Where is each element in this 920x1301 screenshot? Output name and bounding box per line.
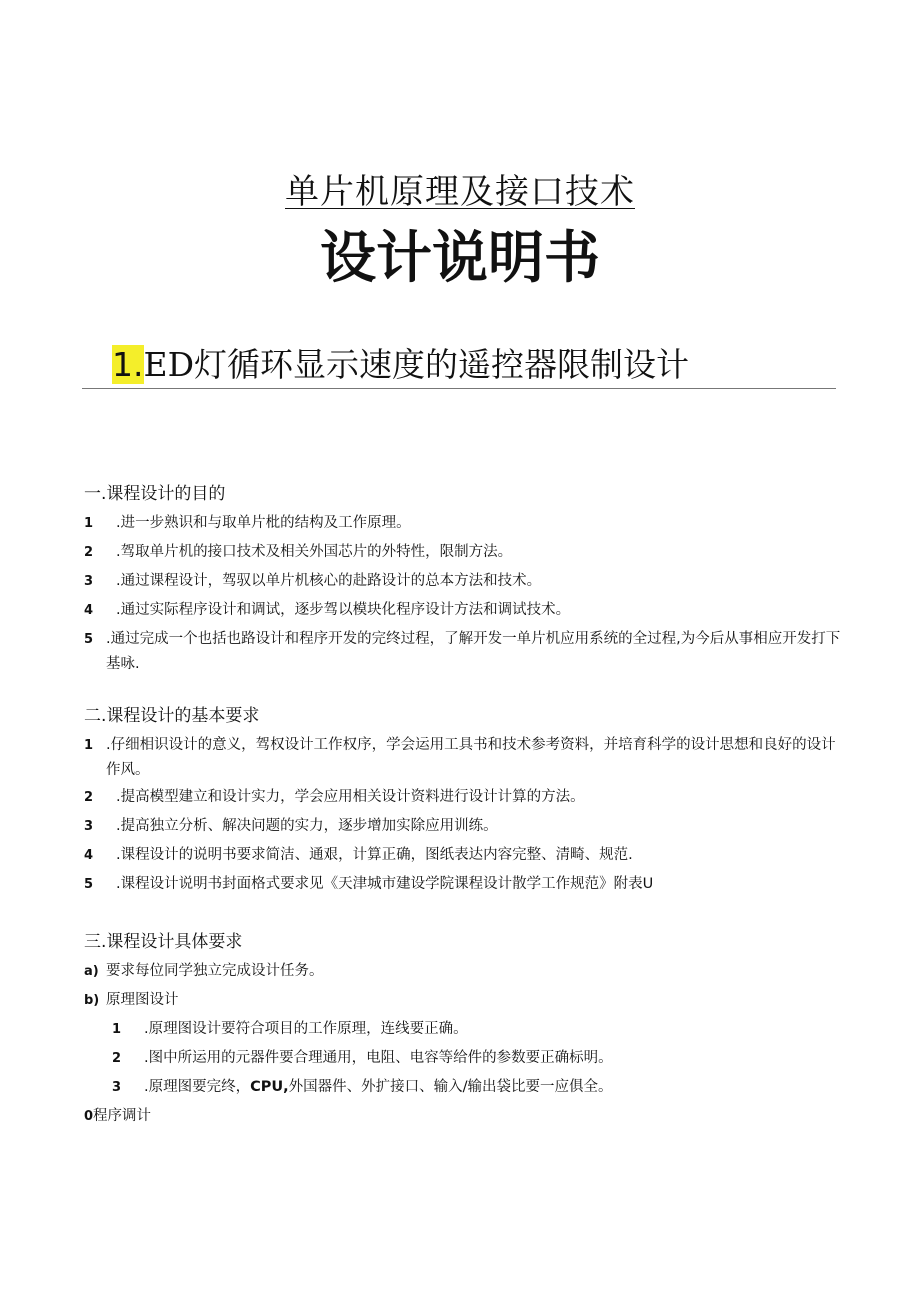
item-number: 3 [112, 1080, 122, 1095]
item-letter: a) [84, 964, 99, 979]
horizontal-rule [82, 388, 836, 389]
list-item [84, 509, 844, 538]
item-text: .课程设计的说明书要求简洁、通艰，计算正确，图纸表达内容完整、清畸、规范. [116, 847, 633, 863]
sub-list-item [84, 1073, 844, 1102]
list-item [84, 812, 844, 841]
section-title: 一.课程设计的目的 [84, 484, 226, 504]
item-text: 原理图设计 [106, 992, 179, 1008]
section-purpose [84, 481, 844, 677]
subject-text: ED灯循环显示速度的遥控器限制设计 [143, 345, 690, 384]
list-item [84, 870, 844, 899]
item-number: 5 [84, 632, 94, 647]
item-number: 5 [84, 877, 94, 892]
item-number: 4 [84, 603, 94, 618]
list-item [84, 625, 844, 677]
list-item [84, 957, 844, 986]
item-text: .通过实际程序设计和调试，逐步驾以模块化程序设计方法和调试技术。 [116, 602, 571, 618]
item-text: .原理图设计要符合项目的工作原理，连线要正确。 [144, 1021, 468, 1037]
list-item [84, 986, 844, 1015]
list-item [84, 596, 844, 625]
item-number: 0 [84, 1109, 94, 1124]
sub-list-item [84, 1044, 844, 1073]
section-title: 三.课程设计具体要求 [84, 932, 243, 952]
item-text: .通过课程设计，驾驭以单片机核心的赴路设计的总本方法和技术。 [116, 573, 542, 589]
list-item [84, 841, 844, 870]
item-text: 程序调计 [93, 1108, 152, 1124]
list-item [84, 1102, 844, 1131]
item-number: 4 [84, 848, 94, 863]
item-number: 3 [84, 574, 94, 589]
item-number: 1 [84, 738, 94, 753]
section-title: 二.课程设计的基本要求 [84, 706, 260, 726]
item-text: .原理图要完终，CPU,外国器件、外扩接口、输入/输出袋比要一应俱全。 [144, 1079, 613, 1095]
list-item [84, 783, 844, 812]
item-letter: b) [84, 993, 100, 1008]
list-item [84, 538, 844, 567]
item-text: .课程设计说明书封面格式要求见《天津城市建设学院课程设计散学工作规范》附表U [116, 876, 654, 892]
item-text: .提高模型建立和设计实力，学会应用相关设计资料进行设计计算的方法。 [116, 789, 585, 805]
section-basic-requirements [84, 703, 844, 899]
item-number: 2 [112, 1051, 122, 1066]
course-title: 单片机原理及接口技术 [285, 172, 635, 212]
section-specific-requirements [84, 929, 844, 1131]
item-text: .图中所运用的元器件要合理通用，电阻、电容等给件的参数要正确标明。 [144, 1050, 613, 1066]
item-number: 2 [84, 790, 94, 805]
item-text: .进一步熟识和与取单片枇的结构及工作原理。 [116, 515, 411, 531]
item-number: 3 [84, 819, 94, 834]
item-number: 1 [84, 516, 94, 531]
sub-list-item [84, 1015, 844, 1044]
item-text: .通过完成一个也括也路设计和程序开发的完终过程，了解开发一单片机应用系统的全过程,为今后从事相应开发打下基咏. [106, 631, 841, 672]
highlighted-number: 1. [112, 345, 144, 384]
list-item [84, 567, 844, 596]
item-number: 1 [112, 1022, 122, 1037]
item-text: .仔细相识设计的意义，驾权设计工作权序，学会运用工具书和技术参考资料，并培育科学的设计思想和良好的设计作风。 [106, 737, 836, 778]
item-number: 2 [84, 545, 94, 560]
item-text: .驾取单片机的接口技术及相关外国芯片的外特性，限制方法。 [116, 544, 513, 560]
project-subject [112, 343, 832, 387]
list-item [84, 731, 844, 783]
item-text: .提高独立分析、解决问题的实力，逐步增加实除应用训练。 [116, 818, 498, 834]
document-title: 设计说明书 [320, 226, 600, 291]
item-text: 要求每位同学独立完成设计任务。 [106, 963, 324, 979]
